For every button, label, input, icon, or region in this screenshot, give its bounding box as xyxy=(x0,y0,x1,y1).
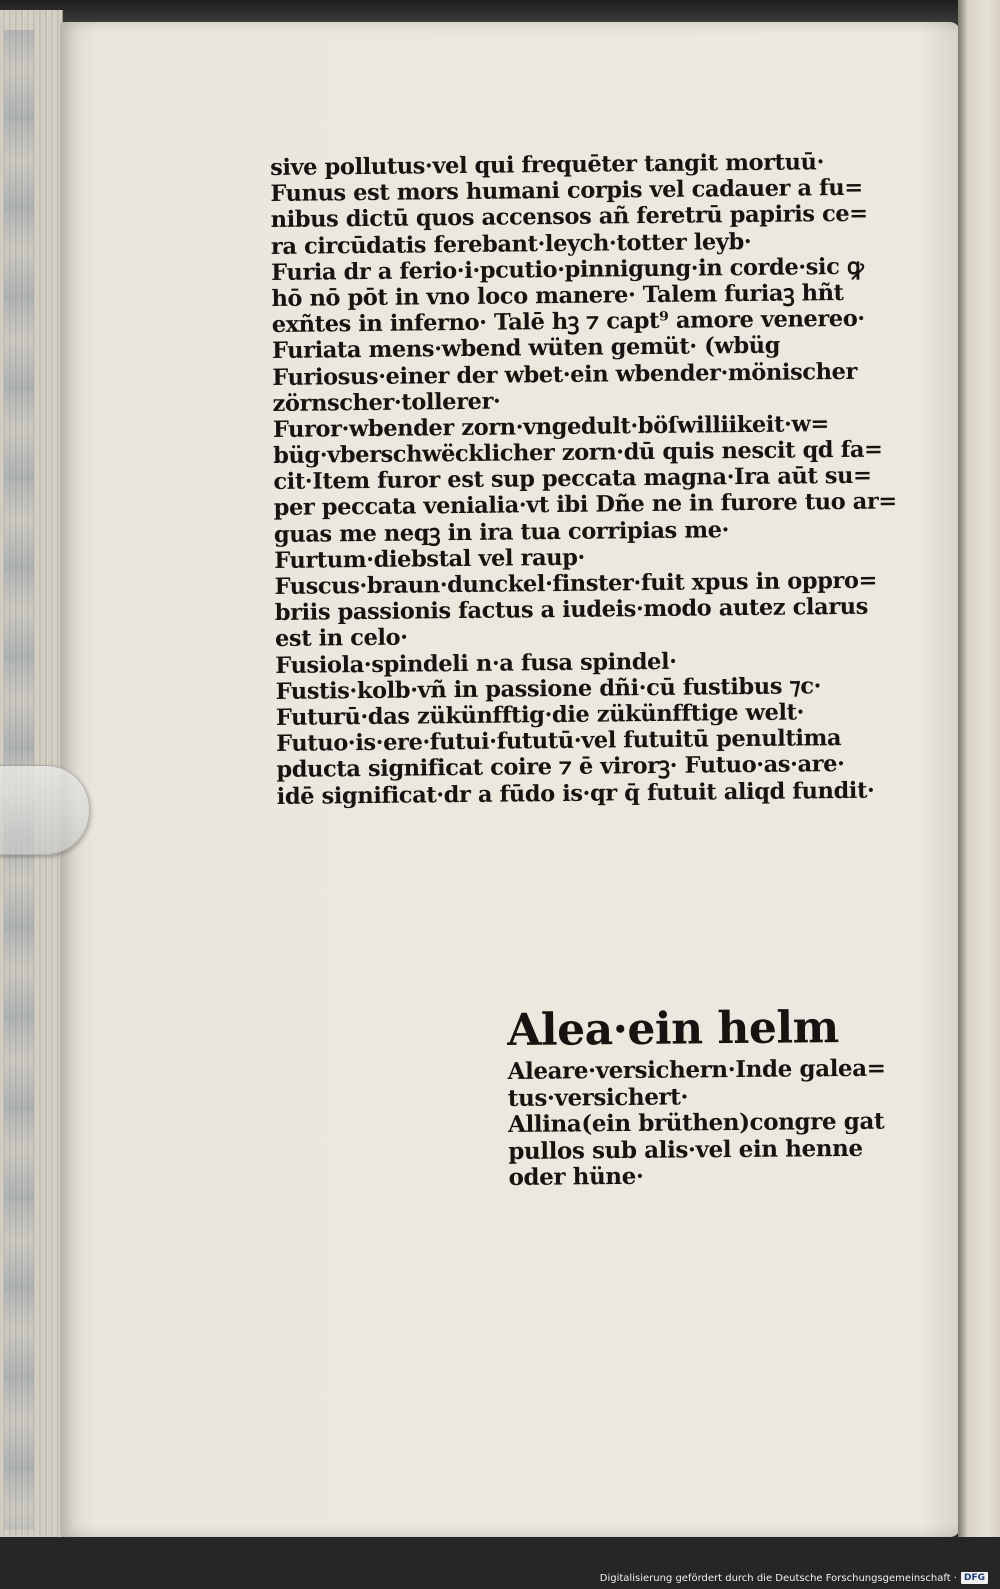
text-line: nibus dictū quos accensos añ feretrū papiris ce= xyxy=(270,201,868,234)
subsection-line: tus·versichert· xyxy=(507,1082,689,1112)
text-line: hō nō pōt in vno loco manere· Talem furiaꝫ hñt xyxy=(271,279,844,312)
text-line: Funus est mors humani corpis vel cadauer a fu= xyxy=(270,174,863,208)
text-line: Furor·wbender zorn·vngedult·böſwilliikeit·w= xyxy=(272,411,829,443)
subsection-line: pullos sub alis·vel ein henne xyxy=(508,1134,863,1165)
subsection-line: Allina(ein brüthen)congre gat xyxy=(507,1107,885,1138)
text-line: Fusiola·spindeli n·a fusa spindel· xyxy=(275,648,677,679)
text-line: sive pollutus·vel qui frequēter tangit mortuū· xyxy=(270,149,825,181)
text-line: Furtum·diebstal vel raup· xyxy=(274,544,586,574)
facing-page-edge xyxy=(958,0,1000,1540)
subsection-line: Aleare·versichern·Inde galea= xyxy=(507,1054,886,1085)
text-line: büg·vberschwëcklicher zorn·dū quis nescit qd fa= xyxy=(273,436,883,470)
subsection-line: oder hüne· xyxy=(508,1162,644,1191)
text-line: guas me neqꝫ in ira tua corripias me· xyxy=(273,516,730,548)
page-clip xyxy=(0,765,90,855)
text-line: ra circūdatis ferebant·leych·totter leyb· xyxy=(270,228,752,260)
text-line: est in celo· xyxy=(274,624,408,653)
funding-credit-text: Digitalisierung gefördert durch die Deutsche Forschungsgemeinschaft · xyxy=(599,1572,957,1584)
text-line: exñtes in inferno· Talē hꝫ ⁊ capt⁹ amore venereo· xyxy=(271,305,865,339)
glossary-text-block xyxy=(270,148,937,810)
text-line: per peccata venialia·vt ibi Dñe ne in furore tuo ar= xyxy=(273,488,897,522)
text-line: briis passionis factus a iudeis·modo autez clarus xyxy=(274,593,869,627)
dfg-logo: DFG xyxy=(961,1572,988,1584)
text-line: pducta significat coire ⁊ ē virorꝫ· Futuo·as·are· xyxy=(276,751,845,784)
subsection-block xyxy=(507,1000,909,1192)
text-line: Fuscus·braun·dunckel·finster·fuit xpus in oppro= xyxy=(274,567,878,600)
text-line: Futuo·is·ere·futui·fututū·vel futuitū penultima xyxy=(276,725,842,758)
text-line: idē significat·dr a fūdo is·qr q̄ futuit aliqd fundit· xyxy=(276,777,875,810)
text-line: Fustis·kolb·vñ in passione dñi·cū fustibus ⁊c· xyxy=(275,673,822,705)
text-line: Furiata mens·wbend wüten gemüt· (wbüg xyxy=(271,332,781,365)
text-line: zörnscher·tollerer· xyxy=(272,388,501,417)
text-line: cit·Item furor est sup peccata magna·Ira aūt su= xyxy=(273,462,872,496)
text-line: Furiosus·einer der wbet·ein wbender·mönischer xyxy=(272,358,858,391)
subsection-heading: Alea·ein helm xyxy=(507,1002,839,1056)
text-line: Futurū·das zükünfftig·die zükünfftige welt· xyxy=(275,699,805,731)
funding-credit xyxy=(600,1572,988,1584)
book-top-edge xyxy=(0,0,1000,22)
text-line: Furia dr a ferio·i·pcutio·pinnigung·in corde·sic ꝙ xyxy=(271,253,864,286)
